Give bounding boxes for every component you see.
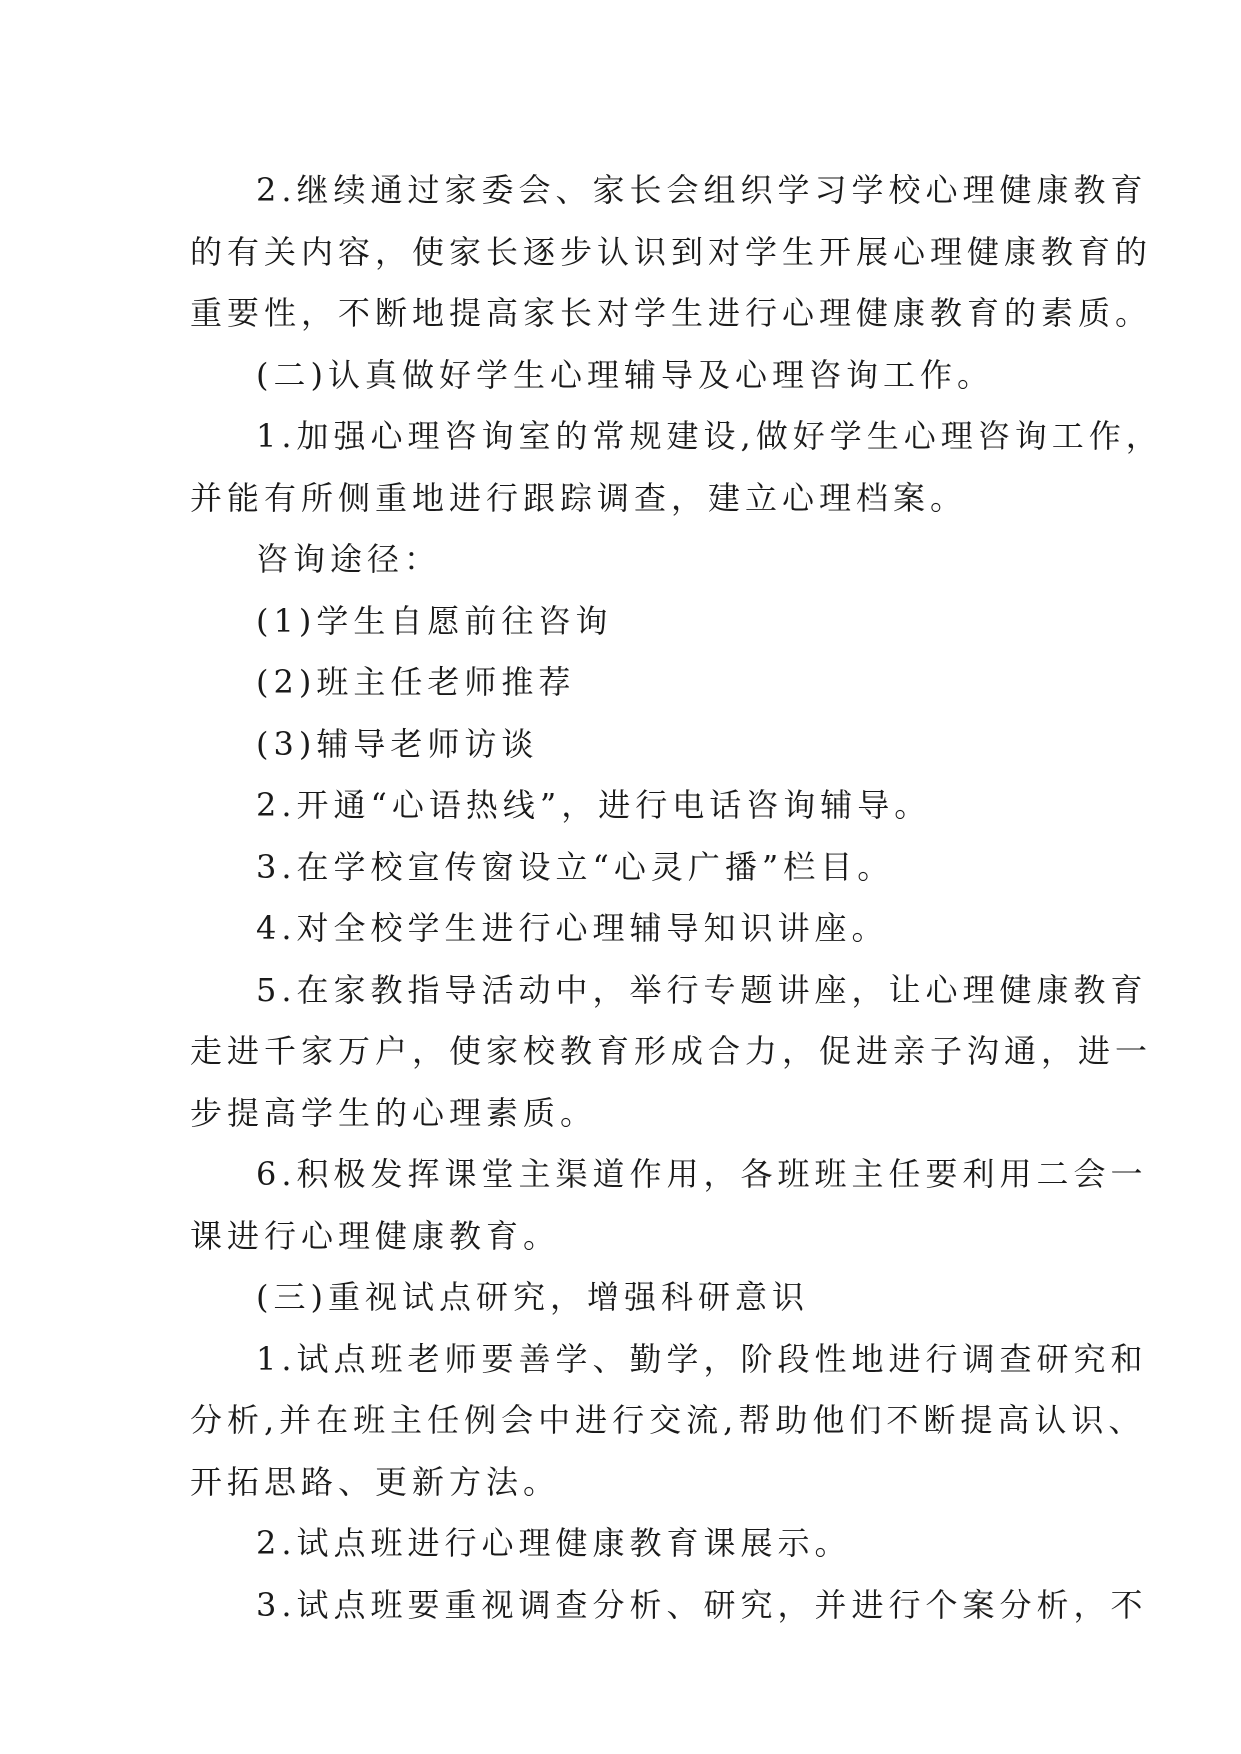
paragraph-line: 走进千家万户，使家校教育形成合力，促进亲子沟通，进一 (190, 1032, 1153, 1070)
paragraph-line: 2.试点班进行心理健康教育课展示。 (256, 1524, 852, 1562)
paragraph-line: 2.继续通过家委会、家长会组织学习学校心理健康教育 (256, 171, 1148, 209)
paragraph-line: 开拓思路、更新方法。 (190, 1462, 561, 1501)
list-item: (1)学生自愿前往咨询 (256, 601, 613, 640)
paragraph-line: 重要性，不断地提高家长对学生进行心理健康教育的素质。 (190, 294, 1153, 332)
paragraph-line: 咨询途径： (256, 540, 442, 578)
section-heading: (二)认真做好学生心理辅导及心理咨询工作。 (256, 355, 994, 394)
paragraph-line: 4.对全校学生进行心理辅导知识讲座。 (256, 909, 889, 947)
paragraph-line: 6.积极发挥课堂主渠道作用，各班班主任要利用二会一 (256, 1155, 1148, 1193)
paragraph-line: 分析,并在班主任例会中进行交流,帮助他们不断提高认识、 (190, 1401, 1146, 1439)
paragraph-line: 1.加强心理咨询室的常规建设,做好学生心理咨询工作， (256, 417, 1163, 455)
paragraph-line: 2.开通“心语热线”，进行电话咨询辅导。 (256, 786, 932, 824)
paragraph-line: 步提高学生的心理素质。 (190, 1093, 598, 1132)
body-text (190, 160, 1163, 1636)
list-item: (2)班主任老师推荐 (256, 663, 576, 701)
paragraph-line: 5.在家教指导活动中，举行专题讲座，让心理健康教育 (256, 970, 1148, 1009)
paragraph-line: 3.试点班要重视调查分析、研究，并进行个案分析，不 (256, 1585, 1148, 1624)
paragraph-line: 的有关内容，使家长逐步认识到对学生开展心理健康教育的 (190, 232, 1153, 271)
list-item: (3)辅导老师访谈 (256, 724, 539, 763)
paragraph-line: 3.在学校宣传窗设立“心灵广播”栏目。 (256, 847, 895, 886)
section-heading: (三)重视试点研究，增强科研意识 (256, 1278, 809, 1316)
paragraph-line: 1.试点班老师要善学、勤学，阶段性地进行调查研究和 (256, 1339, 1148, 1378)
paragraph-line: 课进行心理健康教育。 (190, 1216, 561, 1255)
paragraph-line: 并能有所侧重地进行跟踪调查，建立心理档案。 (190, 478, 968, 517)
